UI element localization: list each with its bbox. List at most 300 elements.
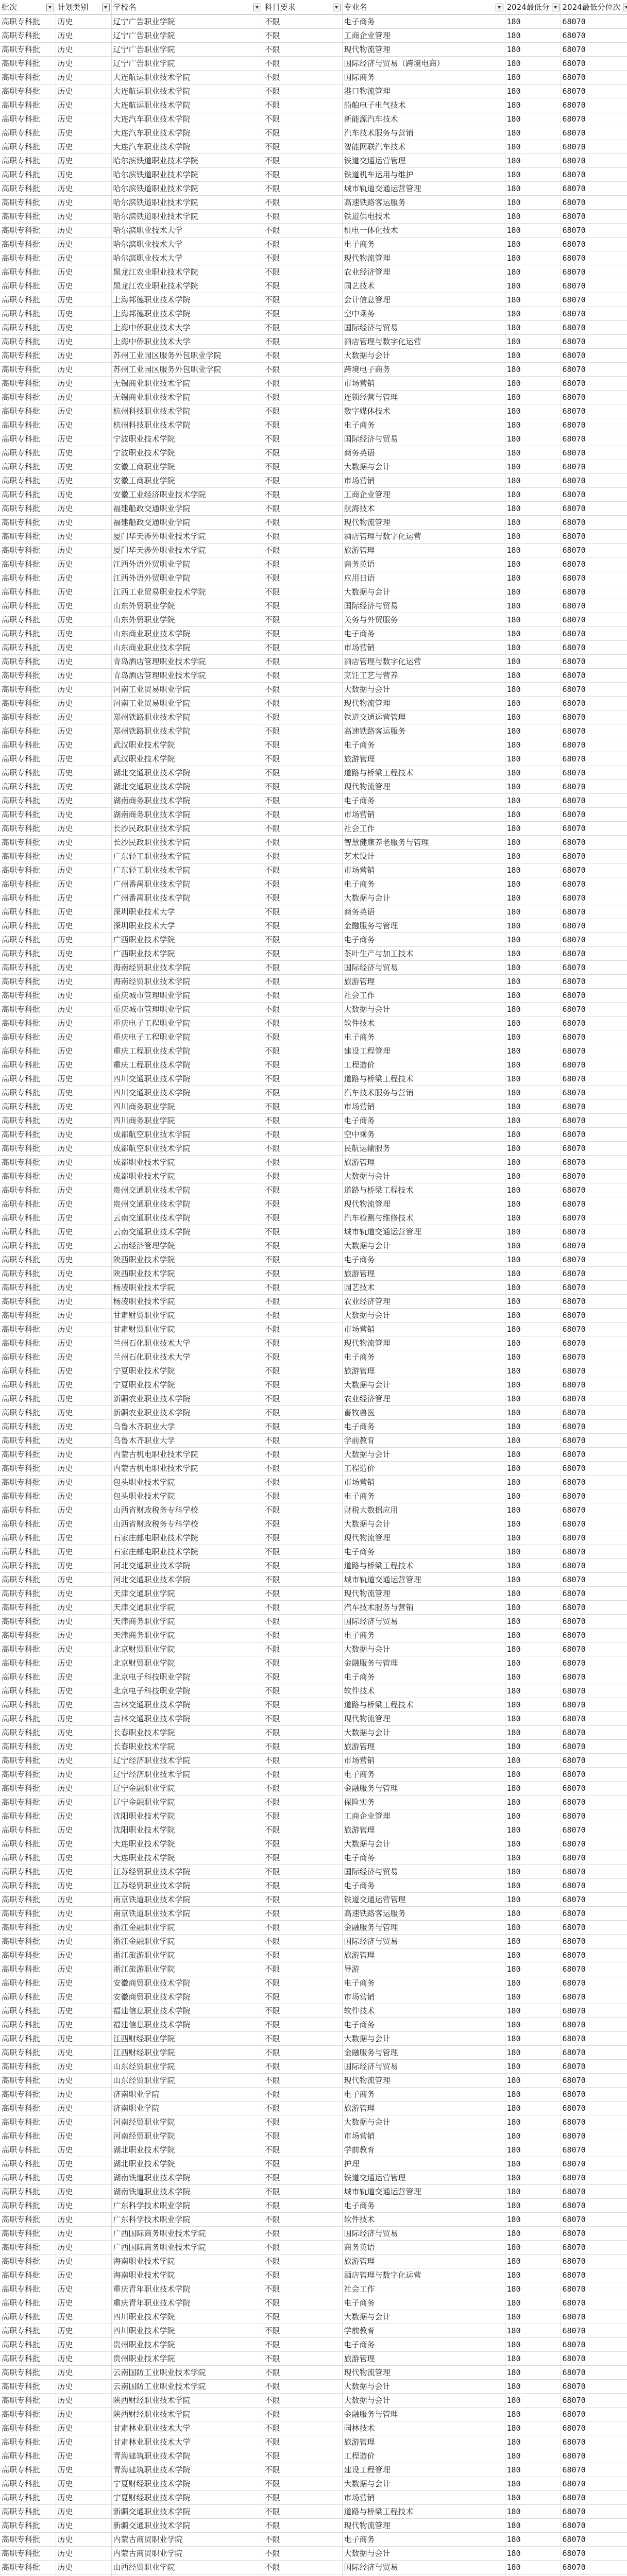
cell-min-score[interactable]: 180 [505, 321, 561, 335]
cell-subject-requirement[interactable]: 不限 [263, 1281, 342, 1295]
cell-subject-requirement[interactable]: 不限 [263, 1267, 342, 1281]
cell-school-name[interactable]: 吉林交通职业技术学院 [111, 1698, 263, 1712]
cell-plan-category[interactable]: 历史 [56, 2171, 111, 2185]
cell-min-score[interactable]: 180 [505, 850, 561, 863]
cell-min-rank[interactable]: 68070 [561, 989, 627, 1003]
cell-batch[interactable]: 高职专科批 [0, 975, 56, 989]
cell-batch[interactable]: 高职专科批 [0, 1851, 56, 1865]
cell-plan-category[interactable]: 历史 [56, 655, 111, 669]
cell-major-name[interactable]: 现代物流管理 [342, 1336, 505, 1350]
cell-min-rank[interactable]: 68070 [561, 126, 627, 140]
cell-min-score[interactable]: 180 [505, 2449, 561, 2463]
cell-plan-category[interactable]: 历史 [56, 710, 111, 724]
cell-subject-requirement[interactable]: 不限 [263, 2115, 342, 2129]
cell-subject-requirement[interactable]: 不限 [263, 975, 342, 989]
cell-major-name[interactable]: 数字媒体技术 [342, 404, 505, 418]
cell-school-name[interactable]: 浙江金融职业学院 [111, 1935, 263, 1948]
cell-batch[interactable]: 高职专科批 [0, 724, 56, 738]
cell-school-name[interactable]: 杨凌职业技术学院 [111, 1281, 263, 1295]
cell-subject-requirement[interactable]: 不限 [263, 182, 342, 196]
cell-plan-category[interactable]: 历史 [56, 599, 111, 613]
cell-subject-requirement[interactable]: 不限 [263, 1434, 342, 1448]
cell-major-name[interactable]: 电子商务 [342, 1670, 505, 1684]
cell-school-name[interactable]: 四川职业技术学院 [111, 2310, 263, 2324]
cell-batch[interactable]: 高职专科批 [0, 1712, 56, 1726]
cell-min-score[interactable]: 180 [505, 140, 561, 154]
cell-subject-requirement[interactable]: 不限 [263, 1768, 342, 1782]
cell-plan-category[interactable]: 历史 [56, 2060, 111, 2074]
cell-school-name[interactable]: 宁夏财经职业技术学院 [111, 2491, 263, 2505]
cell-subject-requirement[interactable]: 不限 [263, 1865, 342, 1879]
cell-min-score[interactable]: 180 [505, 1782, 561, 1795]
cell-subject-requirement[interactable]: 不限 [263, 238, 342, 251]
cell-school-name[interactable]: 杭州科技职业技术学院 [111, 418, 263, 432]
cell-plan-category[interactable]: 历史 [56, 613, 111, 627]
cell-plan-category[interactable]: 历史 [56, 2255, 111, 2268]
cell-school-name[interactable]: 青海建筑职业技术学院 [111, 2449, 263, 2463]
cell-plan-category[interactable]: 历史 [56, 1545, 111, 1559]
cell-min-rank[interactable]: 68070 [561, 2463, 627, 2477]
cell-major-name[interactable]: 软件技术 [342, 2004, 505, 2018]
cell-min-rank[interactable]: 68070 [561, 1072, 627, 1086]
cell-subject-requirement[interactable]: 不限 [263, 613, 342, 627]
cell-min-score[interactable]: 180 [505, 2394, 561, 2408]
cell-plan-category[interactable]: 历史 [56, 1865, 111, 1879]
cell-major-name[interactable]: 大数据与会计 [342, 2310, 505, 2324]
cell-school-name[interactable]: 浙江旅游职业学院 [111, 1948, 263, 1962]
cell-school-name[interactable]: 成都职业技术学院 [111, 1170, 263, 1183]
cell-batch[interactable]: 高职专科批 [0, 1865, 56, 1879]
cell-batch[interactable]: 高职专科批 [0, 530, 56, 544]
cell-min-rank[interactable]: 68070 [561, 2004, 627, 2018]
cell-plan-category[interactable]: 历史 [56, 1851, 111, 1865]
cell-min-score[interactable]: 180 [505, 1559, 561, 1573]
cell-batch[interactable]: 高职专科批 [0, 98, 56, 112]
cell-plan-category[interactable]: 历史 [56, 502, 111, 516]
cell-min-score[interactable]: 180 [505, 1267, 561, 1281]
cell-batch[interactable]: 高职专科批 [0, 1809, 56, 1823]
cell-school-name[interactable]: 内蒙古商贸职业学院 [111, 2533, 263, 2547]
cell-batch[interactable]: 高职专科批 [0, 2115, 56, 2129]
cell-school-name[interactable]: 江西财经职业学院 [111, 2046, 263, 2060]
cell-school-name[interactable]: 广东科学技术职业学院 [111, 2213, 263, 2227]
cell-subject-requirement[interactable]: 不限 [263, 2032, 342, 2046]
cell-min-score[interactable]: 180 [505, 1030, 561, 1044]
cell-school-name[interactable]: 湖北交通职业技术学院 [111, 780, 263, 794]
cell-min-rank[interactable]: 68070 [561, 2032, 627, 2046]
cell-min-rank[interactable]: 68070 [561, 2547, 627, 2561]
cell-school-name[interactable]: 大连汽车职业技术学院 [111, 140, 263, 154]
cell-min-score[interactable]: 180 [505, 530, 561, 544]
cell-plan-category[interactable]: 历史 [56, 224, 111, 238]
cell-min-score[interactable]: 180 [505, 2255, 561, 2268]
cell-batch[interactable]: 高职专科批 [0, 29, 56, 43]
cell-min-score[interactable]: 180 [505, 655, 561, 669]
cell-plan-category[interactable]: 历史 [56, 1990, 111, 2004]
cell-plan-category[interactable]: 历史 [56, 2477, 111, 2491]
cell-school-name[interactable]: 天津交通职业学院 [111, 1601, 263, 1615]
cell-plan-category[interactable]: 历史 [56, 1350, 111, 1364]
cell-major-name[interactable]: 商务英语 [342, 2241, 505, 2255]
cell-min-rank[interactable]: 68070 [561, 1323, 627, 1336]
cell-min-rank[interactable]: 68070 [561, 57, 627, 71]
cell-subject-requirement[interactable]: 不限 [263, 571, 342, 585]
cell-school-name[interactable]: 哈尔滨职业技术大学 [111, 224, 263, 238]
cell-min-score[interactable]: 180 [505, 404, 561, 418]
cell-min-score[interactable]: 180 [505, 2213, 561, 2227]
cell-subject-requirement[interactable]: 不限 [263, 2477, 342, 2491]
cell-min-rank[interactable]: 68070 [561, 1782, 627, 1795]
cell-min-rank[interactable]: 68070 [561, 697, 627, 710]
cell-min-rank[interactable]: 68070 [561, 251, 627, 265]
cell-subject-requirement[interactable]: 不限 [263, 2241, 342, 2255]
cell-school-name[interactable]: 河北交通职业技术学院 [111, 1559, 263, 1573]
cell-batch[interactable]: 高职专科批 [0, 1086, 56, 1100]
cell-min-rank[interactable]: 68070 [561, 1420, 627, 1434]
cell-major-name[interactable]: 金融服务与管理 [342, 1782, 505, 1795]
cell-school-name[interactable]: 哈尔滨铁道职业技术学院 [111, 196, 263, 210]
cell-school-name[interactable]: 广东轻工职业技术学院 [111, 863, 263, 877]
cell-min-rank[interactable]: 68070 [561, 655, 627, 669]
cell-min-rank[interactable]: 68070 [561, 1559, 627, 1573]
cell-plan-category[interactable]: 历史 [56, 1615, 111, 1629]
cell-min-score[interactable]: 180 [505, 1211, 561, 1225]
cell-school-name[interactable]: 山西省财政税务专科学校 [111, 1503, 263, 1517]
cell-plan-category[interactable]: 历史 [56, 1100, 111, 1114]
filter-dropdown-icon[interactable] [102, 4, 110, 11]
cell-batch[interactable]: 高职专科批 [0, 919, 56, 933]
cell-major-name[interactable]: 酒店管理与数字化运营 [342, 2268, 505, 2282]
cell-plan-category[interactable]: 历史 [56, 335, 111, 349]
cell-major-name[interactable]: 酒店管理与数字化运营 [342, 335, 505, 349]
cell-batch[interactable]: 高职专科批 [0, 1420, 56, 1434]
cell-major-name[interactable]: 工商企业管理 [342, 29, 505, 43]
cell-subject-requirement[interactable]: 不限 [263, 2129, 342, 2143]
cell-min-rank[interactable]: 68070 [561, 1893, 627, 1907]
cell-plan-category[interactable]: 历史 [56, 1809, 111, 1823]
cell-subject-requirement[interactable]: 不限 [263, 655, 342, 669]
cell-min-score[interactable]: 180 [505, 279, 561, 293]
cell-min-score[interactable]: 180 [505, 488, 561, 502]
cell-batch[interactable]: 高职专科批 [0, 2463, 56, 2477]
cell-min-score[interactable]: 180 [505, 1615, 561, 1629]
cell-batch[interactable]: 高职专科批 [0, 766, 56, 780]
cell-school-name[interactable]: 哈尔滨职业技术大学 [111, 251, 263, 265]
cell-plan-category[interactable]: 历史 [56, 2157, 111, 2171]
cell-batch[interactable]: 高职专科批 [0, 2241, 56, 2255]
cell-batch[interactable]: 高职专科批 [0, 2408, 56, 2421]
cell-subject-requirement[interactable]: 不限 [263, 112, 342, 126]
cell-min-rank[interactable]: 68070 [561, 140, 627, 154]
cell-school-name[interactable]: 辽宁广告职业学院 [111, 57, 263, 71]
cell-major-name[interactable]: 旅游管理 [342, 752, 505, 766]
cell-subject-requirement[interactable]: 不限 [263, 1086, 342, 1100]
cell-subject-requirement[interactable]: 不限 [263, 1782, 342, 1795]
cell-school-name[interactable]: 大连航运职业技术学院 [111, 71, 263, 84]
cell-min-rank[interactable]: 68070 [561, 1907, 627, 1921]
cell-major-name[interactable]: 现代物流管理 [342, 2519, 505, 2533]
cell-batch[interactable]: 高职专科批 [0, 391, 56, 404]
cell-min-rank[interactable]: 68070 [561, 1837, 627, 1851]
cell-major-name[interactable]: 旅游管理 [342, 2352, 505, 2366]
cell-plan-category[interactable]: 历史 [56, 307, 111, 321]
cell-batch[interactable]: 高职专科批 [0, 2505, 56, 2519]
cell-batch[interactable]: 高职专科批 [0, 460, 56, 474]
cell-plan-category[interactable]: 历史 [56, 2102, 111, 2115]
cell-school-name[interactable]: 贵州职业技术学院 [111, 2338, 263, 2352]
cell-min-score[interactable]: 180 [505, 1003, 561, 1016]
cell-min-rank[interactable]: 68070 [561, 2310, 627, 2324]
cell-min-score[interactable]: 180 [505, 1754, 561, 1768]
cell-major-name[interactable]: 大数据与会计 [342, 1170, 505, 1183]
cell-min-score[interactable]: 180 [505, 349, 561, 363]
cell-batch[interactable]: 高职专科批 [0, 2547, 56, 2561]
cell-min-rank[interactable]: 68070 [561, 1545, 627, 1559]
cell-subject-requirement[interactable]: 不限 [263, 460, 342, 474]
cell-min-rank[interactable]: 68070 [561, 1670, 627, 1684]
cell-plan-category[interactable]: 历史 [56, 1183, 111, 1197]
cell-batch[interactable]: 高职专科批 [0, 2046, 56, 2060]
cell-batch[interactable]: 高职专科批 [0, 1601, 56, 1615]
cell-subject-requirement[interactable]: 不限 [263, 349, 342, 363]
cell-plan-category[interactable]: 历史 [56, 377, 111, 391]
cell-major-name[interactable]: 大数据与会计 [342, 1309, 505, 1323]
cell-batch[interactable]: 高职专科批 [0, 1921, 56, 1935]
cell-batch[interactable]: 高职专科批 [0, 1267, 56, 1281]
cell-min-score[interactable]: 180 [505, 224, 561, 238]
cell-plan-category[interactable]: 历史 [56, 1309, 111, 1323]
cell-batch[interactable]: 高职专科批 [0, 1114, 56, 1128]
cell-school-name[interactable]: 成都职业技术学院 [111, 1156, 263, 1170]
cell-major-name[interactable]: 铁道交通运营管理 [342, 2171, 505, 2185]
cell-batch[interactable]: 高职专科批 [0, 2324, 56, 2338]
cell-school-name[interactable]: 成都航空职业技术学院 [111, 1128, 263, 1142]
cell-min-score[interactable]: 180 [505, 2352, 561, 2366]
cell-batch[interactable]: 高职专科批 [0, 1016, 56, 1030]
cell-min-rank[interactable]: 68070 [561, 2561, 627, 2574]
cell-min-rank[interactable]: 68070 [561, 724, 627, 738]
cell-school-name[interactable]: 湖北交通职业技术学院 [111, 766, 263, 780]
cell-major-name[interactable]: 电子商务 [342, 2296, 505, 2310]
cell-school-name[interactable]: 广东科学技术职业学院 [111, 2199, 263, 2213]
cell-min-score[interactable]: 180 [505, 571, 561, 585]
cell-plan-category[interactable]: 历史 [56, 1517, 111, 1531]
cell-min-score[interactable]: 180 [505, 2338, 561, 2352]
cell-subject-requirement[interactable]: 不限 [263, 2380, 342, 2394]
cell-min-rank[interactable]: 68070 [561, 1170, 627, 1183]
cell-major-name[interactable]: 电子商务 [342, 1114, 505, 1128]
cell-subject-requirement[interactable]: 不限 [263, 822, 342, 836]
cell-batch[interactable]: 高职专科批 [0, 2491, 56, 2505]
cell-subject-requirement[interactable]: 不限 [263, 1893, 342, 1907]
cell-batch[interactable]: 高职专科批 [0, 1364, 56, 1378]
cell-major-name[interactable]: 大数据与会计 [342, 2547, 505, 2561]
cell-batch[interactable]: 高职专科批 [0, 1768, 56, 1782]
cell-subject-requirement[interactable]: 不限 [263, 2199, 342, 2213]
cell-school-name[interactable]: 湖南商务职业技术学院 [111, 808, 263, 822]
cell-subject-requirement[interactable]: 不限 [263, 1837, 342, 1851]
cell-min-score[interactable]: 180 [505, 2143, 561, 2157]
cell-subject-requirement[interactable]: 不限 [263, 1531, 342, 1545]
cell-subject-requirement[interactable]: 不限 [263, 2324, 342, 2338]
cell-min-rank[interactable]: 68070 [561, 2241, 627, 2255]
cell-min-score[interactable]: 180 [505, 1642, 561, 1656]
cell-min-rank[interactable]: 68070 [561, 474, 627, 488]
cell-min-score[interactable]: 180 [505, 1295, 561, 1309]
cell-school-name[interactable]: 云南交通职业技术学院 [111, 1211, 263, 1225]
cell-plan-category[interactable]: 历史 [56, 1406, 111, 1420]
cell-min-rank[interactable]: 68070 [561, 1239, 627, 1253]
cell-min-score[interactable]: 180 [505, 1058, 561, 1072]
cell-min-rank[interactable]: 68070 [561, 1823, 627, 1837]
filter-dropdown-icon[interactable] [552, 4, 560, 11]
cell-min-rank[interactable]: 68070 [561, 293, 627, 307]
cell-min-rank[interactable]: 68070 [561, 1253, 627, 1267]
cell-major-name[interactable]: 工程造价 [342, 1462, 505, 1476]
cell-min-score[interactable]: 180 [505, 363, 561, 377]
cell-batch[interactable]: 高职专科批 [0, 1990, 56, 2004]
column-header[interactable] [263, 0, 342, 15]
cell-subject-requirement[interactable]: 不限 [263, 2394, 342, 2408]
cell-min-rank[interactable]: 68070 [561, 1768, 627, 1782]
cell-plan-category[interactable]: 历史 [56, 2115, 111, 2129]
cell-min-rank[interactable]: 68070 [561, 2255, 627, 2268]
cell-school-name[interactable]: 辽宁广告职业学院 [111, 29, 263, 43]
cell-major-name[interactable]: 会计信息管理 [342, 293, 505, 307]
cell-plan-category[interactable]: 历史 [56, 2421, 111, 2435]
cell-min-rank[interactable]: 68070 [561, 585, 627, 599]
cell-major-name[interactable]: 商务英语 [342, 905, 505, 919]
cell-school-name[interactable]: 深圳职业技术大学 [111, 905, 263, 919]
cell-batch[interactable]: 高职专科批 [0, 752, 56, 766]
cell-subject-requirement[interactable]: 不限 [263, 1670, 342, 1684]
cell-batch[interactable]: 高职专科批 [0, 57, 56, 71]
cell-batch[interactable]: 高职专科批 [0, 71, 56, 84]
cell-min-score[interactable]: 180 [505, 975, 561, 989]
cell-subject-requirement[interactable]: 不限 [263, 919, 342, 933]
cell-min-score[interactable]: 180 [505, 2241, 561, 2255]
cell-min-score[interactable]: 180 [505, 1281, 561, 1295]
cell-batch[interactable]: 高职专科批 [0, 2004, 56, 2018]
cell-major-name[interactable]: 旅游管理 [342, 1740, 505, 1754]
cell-subject-requirement[interactable]: 不限 [263, 669, 342, 683]
cell-min-rank[interactable]: 68070 [561, 224, 627, 238]
cell-major-name[interactable]: 工商企业管理 [342, 488, 505, 502]
cell-batch[interactable]: 高职专科批 [0, 780, 56, 794]
cell-min-score[interactable]: 180 [505, 502, 561, 516]
cell-subject-requirement[interactable]: 不限 [263, 432, 342, 446]
cell-min-score[interactable]: 180 [505, 2227, 561, 2241]
cell-batch[interactable]: 高职专科批 [0, 1573, 56, 1587]
cell-plan-category[interactable]: 历史 [56, 1225, 111, 1239]
cell-min-rank[interactable]: 68070 [561, 2421, 627, 2435]
cell-min-rank[interactable]: 68070 [561, 2115, 627, 2129]
cell-min-rank[interactable]: 68070 [561, 1044, 627, 1058]
cell-plan-category[interactable]: 历史 [56, 2185, 111, 2199]
cell-min-rank[interactable]: 68070 [561, 2366, 627, 2380]
cell-plan-category[interactable]: 历史 [56, 2435, 111, 2449]
cell-plan-category[interactable]: 历史 [56, 1156, 111, 1170]
cell-min-score[interactable]: 180 [505, 2171, 561, 2185]
cell-major-name[interactable]: 汽车技术服务与营销 [342, 126, 505, 140]
cell-plan-category[interactable]: 历史 [56, 2505, 111, 2519]
cell-min-rank[interactable]: 68070 [561, 154, 627, 168]
cell-min-rank[interactable]: 68070 [561, 363, 627, 377]
cell-min-rank[interactable]: 68070 [561, 210, 627, 224]
cell-school-name[interactable]: 甘肃财贸职业学院 [111, 1309, 263, 1323]
cell-school-name[interactable]: 湖北职业技术学院 [111, 2157, 263, 2171]
cell-plan-category[interactable]: 历史 [56, 2352, 111, 2366]
cell-major-name[interactable]: 畜牧兽医 [342, 1406, 505, 1420]
cell-subject-requirement[interactable]: 不限 [263, 738, 342, 752]
cell-major-name[interactable]: 连锁经营与管理 [342, 391, 505, 404]
cell-major-name[interactable]: 市场营销 [342, 2129, 505, 2143]
cell-major-name[interactable]: 农业经济管理 [342, 265, 505, 279]
cell-min-rank[interactable]: 68070 [561, 571, 627, 585]
cell-plan-category[interactable]: 历史 [56, 1962, 111, 1976]
cell-min-score[interactable]: 180 [505, 1976, 561, 1990]
cell-subject-requirement[interactable]: 不限 [263, 2408, 342, 2421]
cell-subject-requirement[interactable]: 不限 [263, 1003, 342, 1016]
cell-min-rank[interactable]: 68070 [561, 84, 627, 98]
cell-major-name[interactable]: 社会工作 [342, 2282, 505, 2296]
cell-min-score[interactable]: 180 [505, 2435, 561, 2449]
cell-school-name[interactable]: 四川交通职业技术学院 [111, 1072, 263, 1086]
cell-min-rank[interactable]: 68070 [561, 863, 627, 877]
cell-min-rank[interactable]: 68070 [561, 2227, 627, 2241]
cell-plan-category[interactable]: 历史 [56, 2561, 111, 2574]
cell-min-rank[interactable]: 68070 [561, 1309, 627, 1323]
cell-major-name[interactable]: 电子商务 [342, 15, 505, 29]
cell-batch[interactable]: 高职专科批 [0, 710, 56, 724]
cell-min-score[interactable]: 180 [505, 2408, 561, 2421]
cell-min-score[interactable]: 180 [505, 836, 561, 850]
cell-major-name[interactable]: 茶叶生产与加工技术 [342, 947, 505, 961]
cell-school-name[interactable]: 重庆电子工程职业学院 [111, 1016, 263, 1030]
cell-plan-category[interactable]: 历史 [56, 391, 111, 404]
cell-plan-category[interactable]: 历史 [56, 989, 111, 1003]
cell-min-rank[interactable]: 68070 [561, 1921, 627, 1935]
cell-major-name[interactable]: 港口物流管理 [342, 84, 505, 98]
cell-min-rank[interactable]: 68070 [561, 1795, 627, 1809]
cell-school-name[interactable]: 云南交通职业技术学院 [111, 1225, 263, 1239]
cell-school-name[interactable]: 山东商业职业技术学院 [111, 627, 263, 641]
cell-school-name[interactable]: 郑州铁路职业技术学院 [111, 724, 263, 738]
cell-min-rank[interactable]: 68070 [561, 2394, 627, 2408]
cell-min-rank[interactable]: 68070 [561, 822, 627, 836]
cell-subject-requirement[interactable]: 不限 [263, 321, 342, 335]
cell-plan-category[interactable]: 历史 [56, 975, 111, 989]
cell-plan-category[interactable]: 历史 [56, 98, 111, 112]
cell-min-score[interactable]: 180 [505, 1726, 561, 1740]
cell-plan-category[interactable]: 历史 [56, 571, 111, 585]
cell-plan-category[interactable]: 历史 [56, 822, 111, 836]
cell-plan-category[interactable]: 历史 [56, 1142, 111, 1156]
cell-min-rank[interactable]: 68070 [561, 1114, 627, 1128]
cell-major-name[interactable]: 园艺技术 [342, 1281, 505, 1295]
cell-subject-requirement[interactable]: 不限 [263, 2227, 342, 2241]
cell-subject-requirement[interactable]: 不限 [263, 1225, 342, 1239]
cell-batch[interactable]: 高职专科批 [0, 2213, 56, 2227]
filter-dropdown-icon[interactable] [623, 4, 627, 11]
cell-min-score[interactable]: 180 [505, 2129, 561, 2143]
cell-min-score[interactable]: 180 [505, 544, 561, 557]
cell-batch[interactable]: 高职专科批 [0, 1128, 56, 1142]
cell-batch[interactable]: 高职专科批 [0, 238, 56, 251]
cell-plan-category[interactable]: 历史 [56, 919, 111, 933]
cell-batch[interactable]: 高职专科批 [0, 808, 56, 822]
cell-min-rank[interactable]: 68070 [561, 975, 627, 989]
